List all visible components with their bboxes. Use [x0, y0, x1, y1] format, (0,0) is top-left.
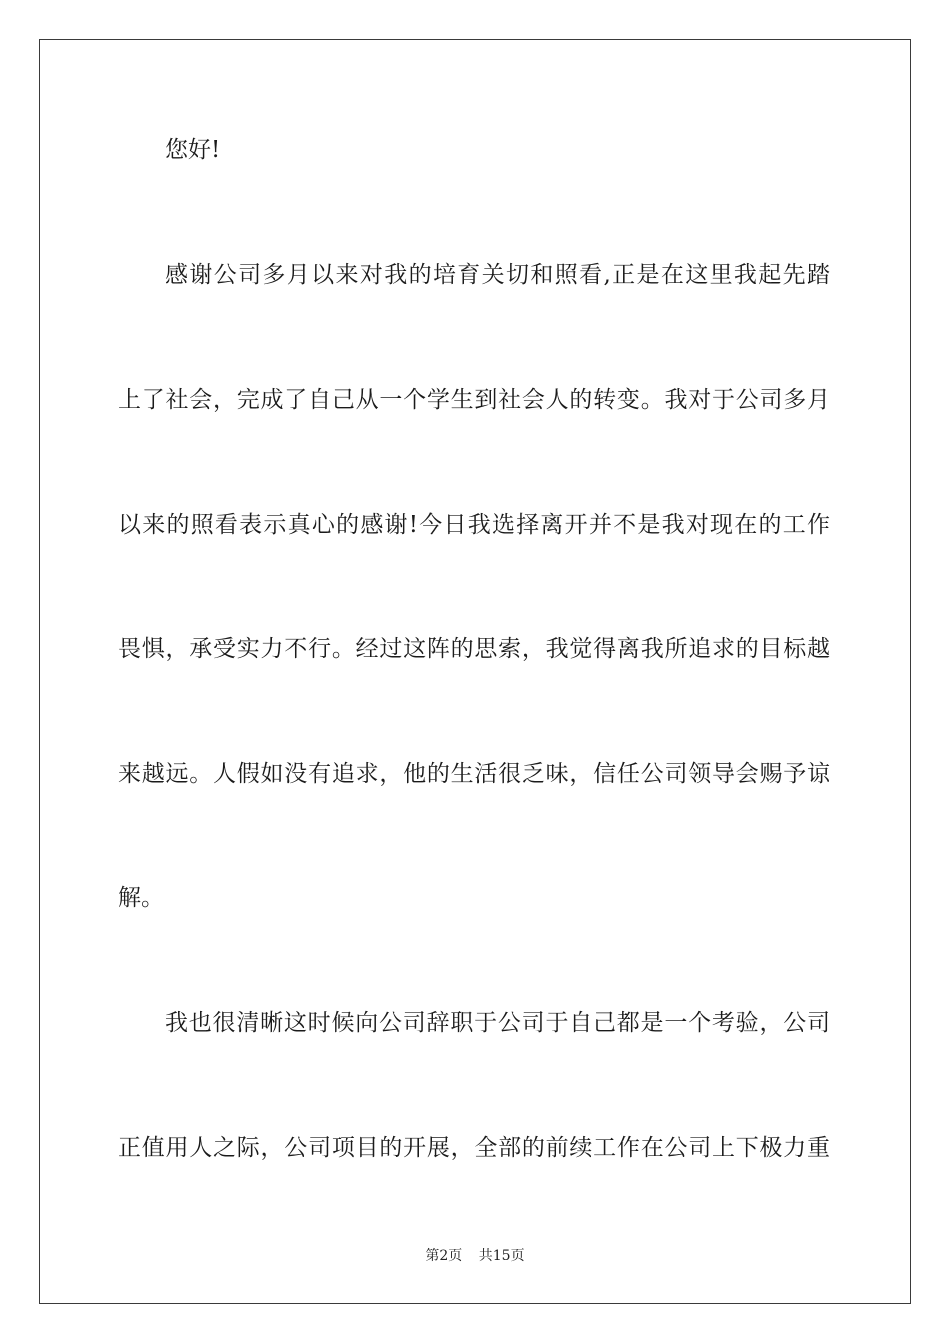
- paragraph-1-line-1: 感谢公司多月以来对我的培育关切和照看,正是在这里我起先踏: [165, 262, 830, 288]
- page-footer: [0, 1247, 950, 1265]
- paragraph-1-line-5: 来越远。人假如没有追求，他的生活很乏味，信任公司领导会赐予谅: [118, 761, 830, 787]
- paragraph-1-line-4: 畏惧，承受实力不行。经过这阵的思索，我觉得离我所追求的目标越: [118, 636, 830, 662]
- page-border: [39, 39, 911, 1304]
- page-number-total: 共15页: [478, 1248, 525, 1264]
- paragraph-1-line-3: 以来的照看表示真心的感谢!今日我选择离开并不是我对现在的工作: [118, 512, 830, 538]
- paragraph-2-line-2: 正值用人之际，公司项目的开展，全部的前续工作在公司上下极力重: [118, 1135, 830, 1161]
- paragraph-2-line-1: 我也很清晰这时候向公司辞职于公司于自己都是一个考验，公司: [165, 1010, 830, 1036]
- greeting-line: 您好!: [165, 137, 221, 163]
- page-number-current: 第2页: [425, 1248, 463, 1264]
- paragraph-1-line-6: 解。: [118, 885, 164, 911]
- paragraph-1-line-2: 上了社会，完成了自己从一个学生到社会人的转变。我对于公司多月: [118, 387, 830, 413]
